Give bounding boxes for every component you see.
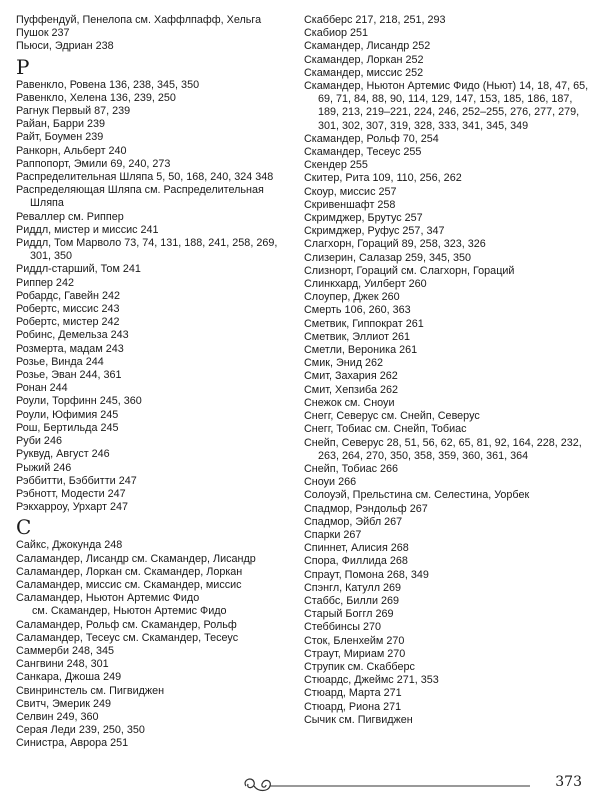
index-entry: Сток, Бленхейм 270 (304, 634, 405, 647)
index-entry: Роули, Торфинн 245, 360 (16, 395, 142, 408)
index-entry: Робардс, Гавейн 242 (16, 289, 120, 302)
index-entry: Скитер, Рита 109, 110, 256, 262 (304, 172, 462, 185)
index-entry: Спраут, Помона 268, 349 (304, 568, 429, 581)
index-entry: Сметвик, Эллиот 261 (304, 330, 411, 343)
index-entry: Саламандер, Тесеус см. Скамандер, Тесеус (16, 631, 239, 644)
index-entry: Свинринстель см. Пигвиджен (16, 684, 165, 697)
index-column-right (304, 14, 590, 727)
index-entry: Распределительная Шляпа 5, 50, 168, 240, 324 348 (16, 171, 274, 184)
index-entry: Сангвини 248, 301 (16, 658, 109, 671)
index-entry: Робертс, миссис 243 (16, 303, 120, 316)
index-entry: Саммерби 248, 345 (16, 644, 115, 657)
index-entry: Рэбнотт, Модести 247 (16, 487, 126, 500)
index-entry: Розмерта, мадам 243 (16, 342, 124, 355)
page-number: 373 (555, 774, 582, 790)
index-entry: Раппопорт, Эмили 69, 240, 273 (16, 157, 171, 170)
index-entry: Стеббинсы 270 (304, 621, 382, 634)
index-entry: Саламандер, миссис см. Скамандер, миссис (16, 578, 242, 591)
index-entry: Риддл, Том Марволо 73, 74, 131, 188, 241, 258, 269, 301, 350 (16, 237, 278, 263)
index-entry: Ронан 244 (16, 382, 68, 395)
index-entry: Скривеншафт 258 (304, 198, 396, 211)
index-entry: Скабиор 251 (304, 27, 369, 40)
index-entry: Спадмор, Эйбл 267 (304, 515, 403, 528)
index-entry: Солоуэй, Прельстина см. Селестина, Уорбек (304, 489, 530, 502)
index-entry: Райан, Барри 239 (16, 118, 105, 131)
index-entry: Саламандер, Лисандр см. Скамандер, Лисандр (16, 552, 256, 565)
index-entry: Саламандер, Ньютон Артемис Фидо (16, 592, 200, 605)
index-entry: Слагхорн, Гораций 89, 258, 323, 326 (304, 238, 486, 251)
index-entry: Смик, Энид 262 (304, 357, 384, 370)
index-entry: Свитч, Эмерик 249 (16, 697, 111, 710)
index-entry: Стюард, Марта 271 (304, 687, 402, 700)
index-entry: Синистра, Аврора 251 (16, 737, 129, 750)
index-entry: Струпик см. Скабберс (304, 660, 415, 673)
index-entry: Розье, Эван 244, 361 (16, 369, 122, 382)
index-entry: Реваллер см. Риппер (16, 210, 124, 223)
index-entry: Сычик см. Пигвиджен (304, 713, 413, 726)
index-entry: Скамандер, Лоркан 252 (304, 53, 424, 66)
index-entry: Роули, Юфимия 245 (16, 408, 119, 421)
index-entry: Пуффендуй, Пенелопа см. Хаффлпафф, Хельга (16, 14, 262, 26)
index-entry: Рагнук Первый 87, 239 (16, 105, 131, 118)
index-entry: Стюардс, Джеймс 271, 353 (304, 674, 439, 687)
index-entry: Слизнорт, Гораций см. Слагхорн, Гораций (304, 264, 515, 277)
index-entry: Робинс, Демельза 243 (16, 329, 129, 342)
index-entry: Спэнгл, Катулл 269 (304, 581, 402, 594)
index-entry: Руквуд, Август 246 (16, 448, 110, 461)
index-entry: Сметвик, Гиппократ 261 (304, 317, 424, 330)
index-entry: Риддл-старший, Том 241 (16, 263, 141, 276)
index-entry: Рыжий 246 (16, 461, 72, 474)
index-entry: Рэкхарроу, Урхарт 247 (16, 501, 128, 514)
index-entry: Пьюси, Эдриан 238 (16, 40, 114, 53)
index-entry: Скоур, миссис 257 (304, 185, 397, 198)
index-column-left (16, 14, 288, 751)
index-entry: Снежок см. Сноуи (304, 396, 395, 409)
index-entry: Стаббс, Билли 269 (304, 594, 400, 607)
index-entry: Смит, Хепзиба 262 (304, 383, 398, 396)
flourish-ornament-icon (240, 770, 540, 798)
index-entry: Селвин 249, 360 (16, 710, 99, 723)
page-footer (240, 770, 590, 798)
index-entry: см. Скамандер, Ньютон Артемис Фидо (32, 605, 227, 618)
index-entry: Рош, Бертильда 245 (16, 421, 119, 434)
index-entry: Слоупер, Джек 260 (304, 291, 400, 304)
index-entry: Распределяющая Шляпа см. Распределительная Шляпа (16, 184, 264, 210)
index-entry: Смерть 106, 260, 363 (304, 304, 411, 317)
index-entry: Скримджер, Брутус 257 (304, 212, 423, 225)
index-entry: Скамандер, Ньютон Артемис Фидо (Ньют) 14, 18, 47, 65, 69, 71, 84, 88, 90, 114, 129, 147, 153, 185, 186, 187, 189, 213, 219–221, 224, 246, 252–255, 276, 277, 279, 301, 302, 307, 319, 328, 333, 341, 345, 349 (304, 80, 589, 132)
section-letter: С (16, 515, 32, 540)
index-entry: Спора, Филлида 268 (304, 555, 408, 568)
index-entry: Слинкхард, Уилберт 260 (304, 278, 427, 291)
index-entry: Розье, Винда 244 (16, 355, 104, 368)
index-entry: Руби 246 (16, 435, 62, 448)
index-entry: Риддл, мистер и миссис 241 (16, 223, 159, 236)
index-entry: Снегг, Северус см. Снейп, Северус (304, 410, 480, 423)
index-entry: Ранкорн, Альберт 240 (16, 144, 127, 157)
index-entry: Скендер 255 (304, 159, 368, 172)
index-entry: Старый Боггл 269 (304, 608, 394, 621)
index-entry: Скамандер, Рольф 70, 254 (304, 132, 439, 145)
index-entry: Пушок 237 (16, 27, 70, 40)
index-entry: Стюард, Риона 271 (304, 700, 402, 713)
index-entry: Риппер 242 (16, 276, 74, 289)
index-entry: Снейп, Северус 28, 51, 56, 62, 65, 81, 92, 164, 228, 232, 263, 264, 270, 350, 358, 359, 360, 361, 364 (304, 436, 582, 462)
index-entry: Снейп, Тобиас 266 (304, 462, 399, 475)
index-entry: Спарки 267 (304, 528, 362, 541)
index-entry: Спиннет, Алисия 268 (304, 542, 409, 555)
index-entry: Саламандер, Лоркан см. Скамандер, Лоркан (16, 565, 243, 578)
index-entry: Райт, Боумен 239 (16, 131, 104, 144)
index-entry: Скримджер, Руфус 257, 347 (304, 225, 445, 238)
index-entry: Санкара, Джоша 249 (16, 671, 122, 684)
index-entry: Страут, Мириам 270 (304, 647, 406, 660)
index-entry: Рэббитти, Бэббитти 247 (16, 474, 137, 487)
index-entry: Скамандер, Лисандр 252 (304, 40, 431, 53)
index-entry: Спадмор, Рэндольф 267 (304, 502, 428, 515)
index-entry: Снегг, Тобиас см. Снейп, Тобиас (304, 423, 467, 436)
section-letter: Р (16, 54, 30, 79)
index-entry: Скамандер, миссис 252 (304, 66, 424, 79)
index-entry: Серая Леди 239, 250, 350 (16, 724, 145, 737)
index-entry: Робертс, мистер 242 (16, 316, 120, 329)
index-entry: Сноуи 266 (304, 476, 357, 489)
index-entry: Равенкло, Хелена 136, 239, 250 (16, 91, 176, 104)
index-entry: Скабберс 217, 218, 251, 293 (304, 14, 446, 26)
index-entry: Сметли, Вероника 261 (304, 344, 418, 357)
index-entry: Скамандер, Тесеус 255 (304, 146, 422, 159)
index-entry: Равенкло, Ровена 136, 238, 345, 350 (16, 78, 200, 91)
index-entry: Сайкс, Джокунда 248 (16, 539, 123, 552)
index-entry: Саламандер, Рольф см. Скамандер, Рольф (16, 618, 237, 631)
index-entry: Смит, Захария 262 (304, 370, 398, 383)
index-entry: Слизерин, Салазар 259, 345, 350 (304, 251, 472, 264)
